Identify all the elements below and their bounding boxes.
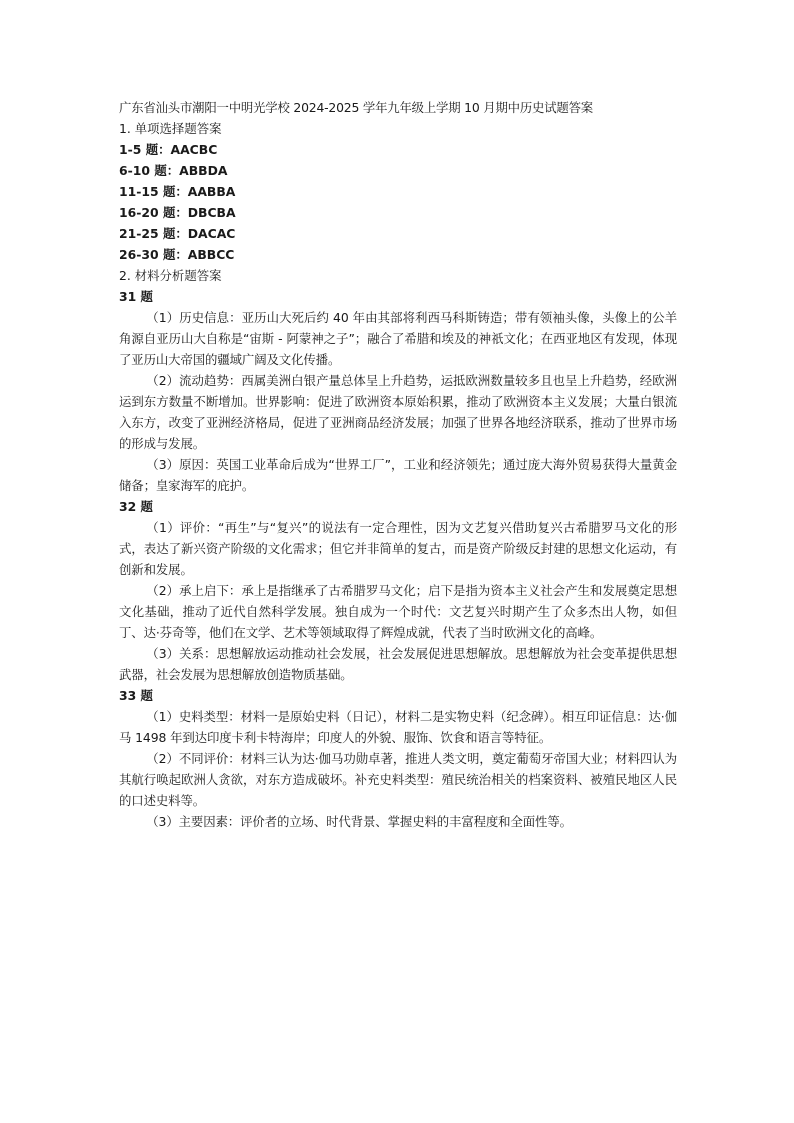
q33-answer-1: （1）史料类型：材料一是原始史料（日记），材料二是实物史料（纪念碑）。相互印证信息：达·伽马 1498 年到达印度卡利卡特海岸；印度人的外貌、服饰、饮食和语言等特征。 bbox=[119, 709, 677, 745]
q32-answer-2: （2）承上启下：承上是指继承了古希腊罗马文化；启下是指为资本主义社会产生和发展奠定思想文化基础，推动了近代自然科学发展。独自成为一个时代：文艺复兴时期产生了众多杰出人物，如但丁、达·芬奇等，他们在文学、艺术等领域取得了辉煌成就，代表了当时欧洲文化的高峰。 bbox=[119, 583, 677, 640]
q31-answer-3: （3）原因：英国工业革命后成为“世界工厂”，工业和经济领先；通过庞大海外贸易获得大量黄金储备；皇家海军的庇护。 bbox=[119, 457, 677, 493]
section-choice-heading: 1. 单项选择题答案 bbox=[119, 121, 222, 136]
question-33-label: 33 题 bbox=[119, 688, 153, 703]
answer-row-16-20: 16-20 题：DBCBA bbox=[119, 205, 236, 220]
answer-row-11-15: 11-15 题：AABBA bbox=[119, 184, 236, 199]
answer-row-6-10: 6-10 题：ABBDA bbox=[119, 163, 228, 178]
q31-answer-2: （2）流动趋势：西属美洲白银产量总体呈上升趋势，运抵欧洲数量较多且也呈上升趋势，经欧洲运到东方数量不断增加。世界影响：促进了欧洲资本原始积累，推动了欧洲资本主义发展；大量白银流入东方，改变了亚洲经济格局，促进了亚洲商品经济发展；加强了世界各地经济联系，推动了世界市场的形成与发展。 bbox=[119, 373, 677, 451]
q33-answer-3: （3）主要因素：评价者的立场、时代背景、掌握史料的丰富程度和全面性等。 bbox=[146, 814, 572, 829]
answer-row-26-30: 26-30 题：ABBCC bbox=[119, 247, 235, 262]
question-31-label: 31 题 bbox=[119, 289, 153, 304]
q32-answer-3: （3）关系：思想解放运动推动社会发展，社会发展促进思想解放。思想解放为社会变革提供思想武器，社会发展为思想解放创造物质基础。 bbox=[119, 646, 677, 682]
answer-row-1-5: 1-5 题：AACBC bbox=[119, 142, 218, 157]
q32-answer-1: （1）评价：“再生”与“复兴”的说法有一定合理性，因为文艺复兴借助复兴古希腊罗马文化的形式，表达了新兴资产阶级的文化需求；但它并非简单的复古，而是资产阶级反封建的思想文化运动，有创新和发展。 bbox=[119, 520, 677, 577]
document-title: 广东省汕头市潮阳一中明光学校 2024-2025 学年九年级上学期 10 月期中历史试题答案 bbox=[119, 100, 593, 115]
section-material-heading: 2. 材料分析题答案 bbox=[119, 268, 222, 283]
answer-row-21-25: 21-25 题：DACAC bbox=[119, 226, 236, 241]
question-32-label: 32 题 bbox=[119, 499, 153, 514]
answer-document bbox=[119, 97, 677, 832]
q33-answer-2: （2）不同评价：材料三认为达·伽马功勋卓著，推进人类文明，奠定葡萄牙帝国大业；材料四认为其航行唤起欧洲人贪欲，对东方造成破坏。补充史料类型：殖民统治相关的档案资料、被殖民地区人民的口述史料等。 bbox=[119, 751, 677, 808]
q31-answer-1: （1）历史信息：亚历山大死后约 40 年由其部将利西马科斯铸造；带有领袖头像，头像上的公羊角源自亚历山大自称是“宙斯 - 阿蒙神之子”；融合了希腊和埃及的神祇文化；在西亚地区有发现，体现了亚历山大帝国的疆域广阔及文化传播。 bbox=[119, 310, 677, 367]
